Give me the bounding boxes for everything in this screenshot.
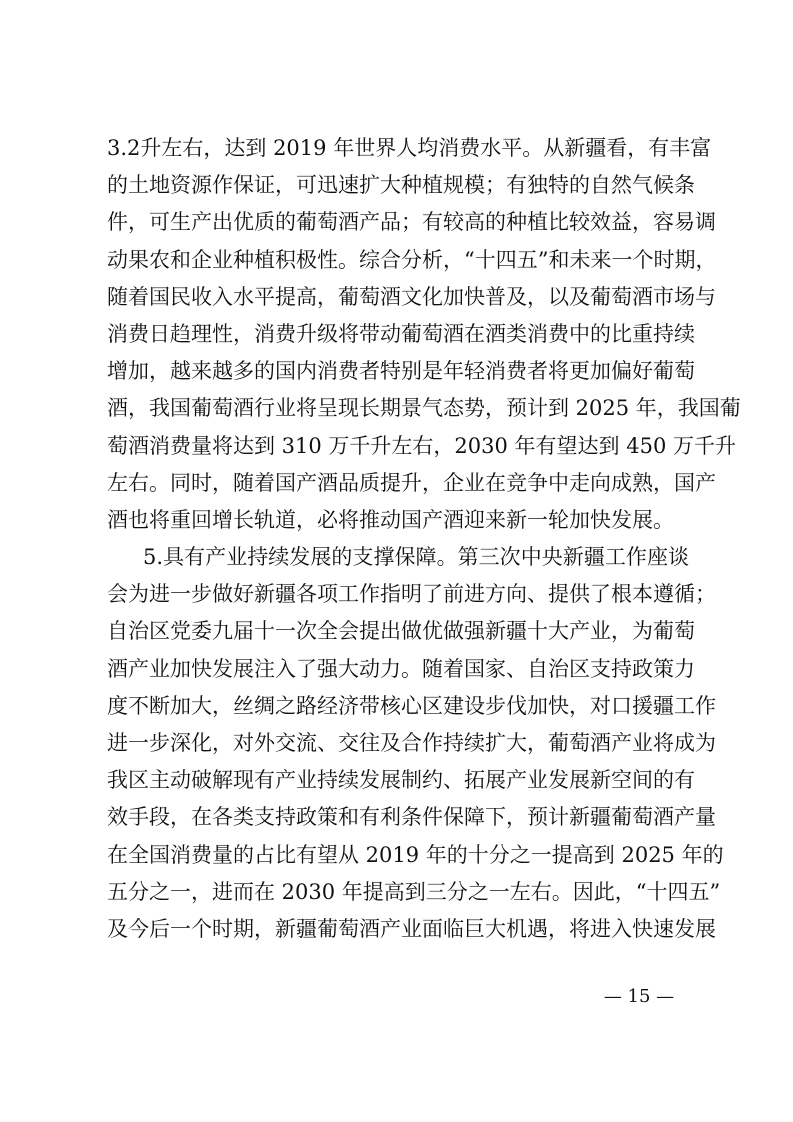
text-line: 增加，越来越多的国内消费者特别是年轻消费者将更加偏好葡萄: [107, 359, 695, 384]
text-line: 度不断加大，丝绸之路经济带核心区建设步伐加快，对口援疆工作: [107, 693, 716, 718]
paragraph-start-line: 5.具有产业持续发展的支撑保障。第三次中央新疆工作座谈: [143, 545, 689, 570]
text-line: 在全国消费量的占比有望从 2019 年的十分之一提高到 2025 年的: [107, 842, 724, 867]
text-line: 我区主动破解现有产业持续发展制约、拓展产业发展新空间的有: [107, 768, 695, 793]
text-line: 酒产业加快发展注入了强大动力。随着国家、自治区支持政策力: [107, 656, 695, 681]
text-line: 萄酒消费量将达到 310 万千升左右，2030 年有望达到 450 万千升: [107, 433, 736, 458]
text-line: 五分之一，进而在 2030 年提高到三分之一左右。因此，“十四五”: [107, 879, 721, 904]
text-line: 的土地资源作保证，可迅速扩大种植规模；有独特的自然气候条: [107, 173, 695, 198]
text-line: 及今后一个时期，新疆葡萄酒产业面临巨大机遇，将进入快速发展: [107, 916, 716, 941]
text-line: 进一步深化，对外交流、交往及合作持续扩大，葡萄酒产业将成为: [107, 731, 716, 755]
text-line: 件，可生产出优质的葡萄酒产品；有较高的种植比较效益，容易调: [107, 210, 716, 235]
text-line: 动果农和企业种植积极性。综合分析，“十四五”和未来一个时期，: [107, 247, 717, 272]
page-number: — 15 —: [603, 986, 675, 1007]
text-line: 酒，我国葡萄酒行业将呈现长期景气态势，预计到 2025 年，我国葡: [107, 396, 741, 421]
paragraph-end-line: 酒也将重回增长轨道，必将推动国产酒迎来新一轮加快发展。: [107, 507, 674, 532]
text-line: 左右。同时，随着国产酒品质提升，企业在竞争中走向成熟，国产: [107, 470, 716, 495]
text-line: 自治区党委九届十一次全会提出做优做强新疆十大产业，为葡萄: [107, 619, 695, 644]
text-line: 会为进一步做好新疆各项工作指明了前进方向、提供了根本遵循；: [107, 582, 716, 607]
text-line: 3.2升左右，达到 2019 年世界人均消费水平。从新疆看，有丰富: [107, 136, 712, 160]
text-line: 效手段，在各类支持政策和有利条件保障下，预计新疆葡萄酒产量: [107, 805, 716, 830]
text-line: 随着国民收入水平提高，葡萄酒文化加快普及，以及葡萄酒市场与: [107, 284, 716, 309]
text-line: 消费日趋理性，消费升级将带动葡萄酒在酒类消费中的比重持续: [107, 321, 695, 346]
body-text: [107, 130, 741, 948]
